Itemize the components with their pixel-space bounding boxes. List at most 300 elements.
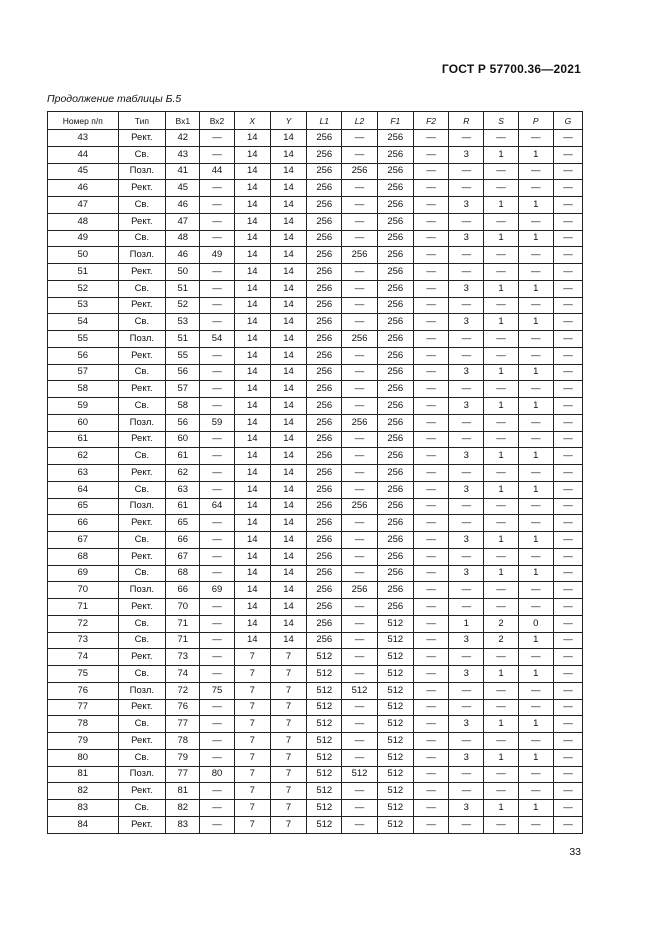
table-cell: 512 (307, 733, 342, 750)
table-cell: 512 (307, 699, 342, 716)
table-cell: 14 (234, 381, 270, 398)
table-cell: 48 (166, 230, 200, 247)
table-cell: 72 (48, 615, 119, 632)
table-cell: — (200, 431, 234, 448)
table-cell: — (413, 180, 448, 197)
table-cell: 69 (48, 565, 119, 582)
table-cell: 73 (166, 649, 200, 666)
table-cell: 1 (484, 146, 518, 163)
table-cell: 512 (377, 632, 413, 649)
table-cell: — (342, 130, 377, 147)
table-cell: 256 (307, 498, 342, 515)
table-cell: — (200, 197, 234, 214)
table-row (48, 749, 583, 766)
table-cell: 7 (270, 716, 306, 733)
table-cell: 1 (518, 230, 553, 247)
table-row (48, 515, 583, 532)
table-cell: Рект. (118, 347, 166, 364)
table-cell: 14 (270, 565, 306, 582)
table-cell: 14 (270, 347, 306, 364)
table-cell: 256 (307, 213, 342, 230)
table-cell: 55 (166, 347, 200, 364)
table-cell: 1 (518, 666, 553, 683)
table-cell: — (553, 599, 582, 616)
table-cell: 54 (48, 314, 119, 331)
table-row (48, 632, 583, 649)
table-cell: — (200, 465, 234, 482)
table-cell: 14 (270, 280, 306, 297)
table-row (48, 163, 583, 180)
table-cell: 256 (377, 515, 413, 532)
table-cell: — (200, 364, 234, 381)
table-cell: Рект. (118, 649, 166, 666)
table-cell: 256 (307, 381, 342, 398)
table-cell: — (200, 816, 234, 833)
table-cell: 256 (307, 599, 342, 616)
table-cell: 512 (307, 766, 342, 783)
table-cell: 79 (48, 733, 119, 750)
table-cell: — (449, 599, 484, 616)
table-cell: 75 (48, 666, 119, 683)
table-cell: — (449, 498, 484, 515)
table-cell: 512 (307, 783, 342, 800)
table-cell: Св. (118, 364, 166, 381)
table-cell: 3 (449, 532, 484, 549)
table-row (48, 599, 583, 616)
table-cell: 7 (270, 783, 306, 800)
table-cell: 512 (377, 766, 413, 783)
table-cell: 71 (166, 615, 200, 632)
table-cell: 512 (307, 716, 342, 733)
table-cell: 256 (377, 431, 413, 448)
table-cell: — (553, 197, 582, 214)
table-cell: 52 (166, 297, 200, 314)
table-cell: Св. (118, 398, 166, 415)
table-cell: 256 (307, 247, 342, 264)
table-cell: 1 (518, 364, 553, 381)
table-header-row (48, 112, 583, 130)
table-cell: 1 (518, 565, 553, 582)
table-cell: 256 (377, 264, 413, 281)
table-row (48, 481, 583, 498)
table-cell: 256 (342, 414, 377, 431)
table-cell: — (200, 532, 234, 549)
table-cell: — (484, 264, 518, 281)
table-cell: 14 (270, 364, 306, 381)
table-cell: 7 (234, 666, 270, 683)
table-cell: — (518, 180, 553, 197)
table-cell: 82 (166, 800, 200, 817)
table-cell: — (200, 280, 234, 297)
table-cell: — (200, 666, 234, 683)
table-cell: 7 (234, 816, 270, 833)
table-cell: — (200, 565, 234, 582)
table-cell: — (518, 515, 553, 532)
table-cell: — (342, 649, 377, 666)
table-cell: — (553, 314, 582, 331)
table-cell: — (200, 515, 234, 532)
table-cell: 14 (234, 314, 270, 331)
table-cell: — (449, 264, 484, 281)
table-cell: Св. (118, 146, 166, 163)
table-cell: 14 (234, 130, 270, 147)
table-cell: 1 (518, 481, 553, 498)
table-cell: — (200, 381, 234, 398)
column-header: G (553, 112, 582, 130)
table-row (48, 347, 583, 364)
table-cell: — (413, 481, 448, 498)
table-cell: — (484, 515, 518, 532)
table-cell: 512 (377, 816, 413, 833)
column-header: P (518, 112, 553, 130)
table-cell: 1 (484, 398, 518, 415)
table-row (48, 264, 583, 281)
table-cell: — (413, 716, 448, 733)
table-cell: 256 (377, 498, 413, 515)
table-cell: 49 (48, 230, 119, 247)
table-cell: 14 (270, 532, 306, 549)
table-cell: — (342, 565, 377, 582)
table-cell: 1 (518, 716, 553, 733)
table-cell: 1 (484, 197, 518, 214)
table-cell: 14 (234, 532, 270, 549)
table-cell: 7 (270, 699, 306, 716)
table-cell: — (518, 130, 553, 147)
table-cell: — (342, 180, 377, 197)
table-cell: — (342, 532, 377, 549)
table-cell: — (484, 163, 518, 180)
table-cell: 512 (307, 666, 342, 683)
table-cell: 14 (234, 264, 270, 281)
table-row (48, 431, 583, 448)
table-cell: — (200, 749, 234, 766)
table-cell: 3 (449, 565, 484, 582)
table-cell: — (342, 800, 377, 817)
table-cell: 256 (377, 247, 413, 264)
table-cell: 256 (377, 565, 413, 582)
table-cell: 256 (307, 230, 342, 247)
table-cell: 1 (518, 197, 553, 214)
table-cell: 57 (166, 381, 200, 398)
table-cell: 56 (48, 347, 119, 364)
table-cell: — (449, 414, 484, 431)
table-cell: 50 (166, 264, 200, 281)
table-cell: 7 (270, 766, 306, 783)
table-cell: — (449, 163, 484, 180)
table-cell: — (484, 347, 518, 364)
table-cell: Св. (118, 532, 166, 549)
table-cell: 256 (342, 163, 377, 180)
table-cell: 14 (234, 431, 270, 448)
table-cell: — (518, 465, 553, 482)
table-cell: 78 (166, 733, 200, 750)
table-cell: — (484, 465, 518, 482)
table-cell: — (553, 280, 582, 297)
table-cell: — (449, 130, 484, 147)
table-cell: — (342, 615, 377, 632)
table-cell: 256 (377, 130, 413, 147)
table-cell: 52 (48, 280, 119, 297)
table-row (48, 498, 583, 515)
table-cell: — (413, 515, 448, 532)
table-cell: 256 (307, 632, 342, 649)
table-cell: Рект. (118, 264, 166, 281)
table-cell: 1 (484, 666, 518, 683)
table-cell: — (413, 766, 448, 783)
table-cell: 512 (307, 816, 342, 833)
table-cell: — (449, 733, 484, 750)
column-header: L1 (307, 112, 342, 130)
table-cell: 45 (166, 180, 200, 197)
table-cell: — (518, 431, 553, 448)
table-cell: — (449, 766, 484, 783)
table-row (48, 297, 583, 314)
table-cell: — (200, 800, 234, 817)
table-cell: Св. (118, 716, 166, 733)
table-cell: 256 (307, 398, 342, 415)
table-cell: 14 (234, 280, 270, 297)
table-cell: 14 (234, 398, 270, 415)
table-cell: — (200, 649, 234, 666)
table-cell: 3 (449, 481, 484, 498)
table-cell: 14 (270, 381, 306, 398)
table-cell: — (553, 398, 582, 415)
table-cell: — (413, 431, 448, 448)
table-cell: — (413, 498, 448, 515)
table-cell: 70 (48, 582, 119, 599)
table-cell: 14 (234, 163, 270, 180)
table-cell: — (518, 498, 553, 515)
table-cell: 512 (377, 649, 413, 666)
table-cell: — (342, 197, 377, 214)
table-cell: — (413, 364, 448, 381)
table-caption: Продолжение таблицы Б.5 (47, 93, 182, 105)
table-cell: Рект. (118, 783, 166, 800)
table-cell: Св. (118, 666, 166, 683)
table-cell: 7 (270, 733, 306, 750)
table-cell: 256 (377, 532, 413, 549)
table-cell: 48 (48, 213, 119, 230)
table-row (48, 682, 583, 699)
table-cell: Позл. (118, 414, 166, 431)
table-cell: — (413, 297, 448, 314)
table-cell: — (518, 381, 553, 398)
table-cell: 14 (234, 146, 270, 163)
table-cell: — (342, 716, 377, 733)
table-cell: 14 (270, 448, 306, 465)
table-row (48, 783, 583, 800)
table-cell: 67 (166, 548, 200, 565)
table-row (48, 280, 583, 297)
table-cell: 7 (234, 783, 270, 800)
table-cell: 512 (377, 699, 413, 716)
table-cell: 256 (307, 364, 342, 381)
table-cell: — (553, 532, 582, 549)
table-row (48, 666, 583, 683)
table-cell: 81 (166, 783, 200, 800)
table-cell: 256 (307, 297, 342, 314)
table-cell: 14 (270, 548, 306, 565)
table-cell: 7 (270, 682, 306, 699)
table-cell: 14 (234, 465, 270, 482)
table-cell: — (553, 716, 582, 733)
table-cell: 7 (234, 699, 270, 716)
table-cell: — (413, 448, 448, 465)
table-cell: 50 (48, 247, 119, 264)
table-cell: 14 (234, 297, 270, 314)
table-cell: — (518, 414, 553, 431)
table-cell: — (484, 180, 518, 197)
table-cell: — (553, 783, 582, 800)
table-cell: Рект. (118, 699, 166, 716)
table-cell: 256 (342, 582, 377, 599)
table-cell: — (200, 481, 234, 498)
table-cell: Св. (118, 448, 166, 465)
table-row (48, 465, 583, 482)
table-cell: 64 (200, 498, 234, 515)
table-cell: 43 (48, 130, 119, 147)
table-cell: 256 (307, 515, 342, 532)
table-cell: — (449, 331, 484, 348)
table-cell: Св. (118, 800, 166, 817)
table-cell: 512 (342, 682, 377, 699)
table-cell: — (553, 431, 582, 448)
table-cell: 256 (377, 414, 413, 431)
table-cell: — (553, 264, 582, 281)
table-cell: — (413, 649, 448, 666)
table-cell: — (200, 716, 234, 733)
table-cell: — (518, 733, 553, 750)
table-cell: 512 (307, 749, 342, 766)
table-cell: 7 (270, 666, 306, 683)
table-cell: — (518, 264, 553, 281)
table-row (48, 766, 583, 783)
table-cell: — (553, 130, 582, 147)
table-cell: 2 (484, 615, 518, 632)
table-cell: 46 (48, 180, 119, 197)
table-cell: 256 (307, 280, 342, 297)
table-cell: 14 (234, 364, 270, 381)
table-cell: Св. (118, 230, 166, 247)
table-cell: 69 (200, 582, 234, 599)
table-cell: 71 (48, 599, 119, 616)
table-cell: 1 (518, 314, 553, 331)
table-cell: — (413, 347, 448, 364)
table-cell: 256 (307, 565, 342, 582)
table-cell: — (200, 264, 234, 281)
table-cell: — (518, 816, 553, 833)
table-cell: 1 (518, 532, 553, 549)
table-cell: 7 (270, 800, 306, 817)
table-cell: 7 (234, 800, 270, 817)
table-cell: 60 (48, 414, 119, 431)
table-cell: 256 (377, 347, 413, 364)
table-cell: 77 (48, 699, 119, 716)
table-cell: 46 (166, 247, 200, 264)
table-cell: 41 (166, 163, 200, 180)
table-cell: 14 (270, 264, 306, 281)
table-cell: 14 (234, 213, 270, 230)
table-cell: — (413, 465, 448, 482)
table-cell: 1 (484, 532, 518, 549)
table-row (48, 733, 583, 750)
table-cell: 256 (307, 180, 342, 197)
table-cell: 256 (377, 381, 413, 398)
table-cell: — (342, 381, 377, 398)
table-cell: 14 (270, 632, 306, 649)
table-cell: 71 (166, 632, 200, 649)
table-body (48, 130, 583, 834)
table-cell: Св. (118, 280, 166, 297)
table-cell: 1 (484, 565, 518, 582)
table-cell: — (518, 331, 553, 348)
table-cell: 256 (377, 448, 413, 465)
table-cell: 68 (48, 548, 119, 565)
table-cell: 49 (200, 247, 234, 264)
table-cell: 84 (48, 816, 119, 833)
table-cell: 1 (518, 632, 553, 649)
table-cell: 14 (234, 230, 270, 247)
table-cell: 78 (48, 716, 119, 733)
table-cell: — (553, 448, 582, 465)
table-cell: — (413, 163, 448, 180)
table-cell: 512 (377, 749, 413, 766)
table-cell: — (553, 632, 582, 649)
table-cell: — (413, 314, 448, 331)
table-cell: — (553, 649, 582, 666)
table-cell: — (413, 213, 448, 230)
table-cell: — (484, 733, 518, 750)
table-cell: — (342, 699, 377, 716)
table-cell: 83 (48, 800, 119, 817)
table-cell: Св. (118, 615, 166, 632)
table-cell: — (413, 816, 448, 833)
table-cell: 14 (270, 515, 306, 532)
table-cell: 80 (200, 766, 234, 783)
table-cell: — (449, 548, 484, 565)
table-cell: — (484, 599, 518, 616)
table-cell: 45 (48, 163, 119, 180)
table-cell: — (200, 599, 234, 616)
table-cell: Св. (118, 314, 166, 331)
table-cell: 14 (234, 481, 270, 498)
table-cell: 59 (48, 398, 119, 415)
table-cell: — (553, 615, 582, 632)
table-cell: 14 (270, 582, 306, 599)
table-cell: 14 (234, 599, 270, 616)
table-cell: 44 (48, 146, 119, 163)
table-cell: 512 (377, 615, 413, 632)
table-cell: — (200, 699, 234, 716)
table-cell: 14 (270, 146, 306, 163)
table-cell: — (342, 398, 377, 415)
table-cell: 256 (377, 599, 413, 616)
table-cell: 256 (342, 498, 377, 515)
table-cell: 55 (48, 331, 119, 348)
table-cell: 256 (307, 130, 342, 147)
table-cell: 72 (166, 682, 200, 699)
table-cell: 73 (48, 632, 119, 649)
table-cell: — (200, 548, 234, 565)
table-cell: 68 (166, 565, 200, 582)
table-cell: 53 (48, 297, 119, 314)
table-cell: — (449, 247, 484, 264)
table-cell: — (484, 414, 518, 431)
table-cell: — (200, 733, 234, 750)
table-cell: — (484, 699, 518, 716)
table-cell: 14 (270, 398, 306, 415)
table-cell: — (553, 364, 582, 381)
